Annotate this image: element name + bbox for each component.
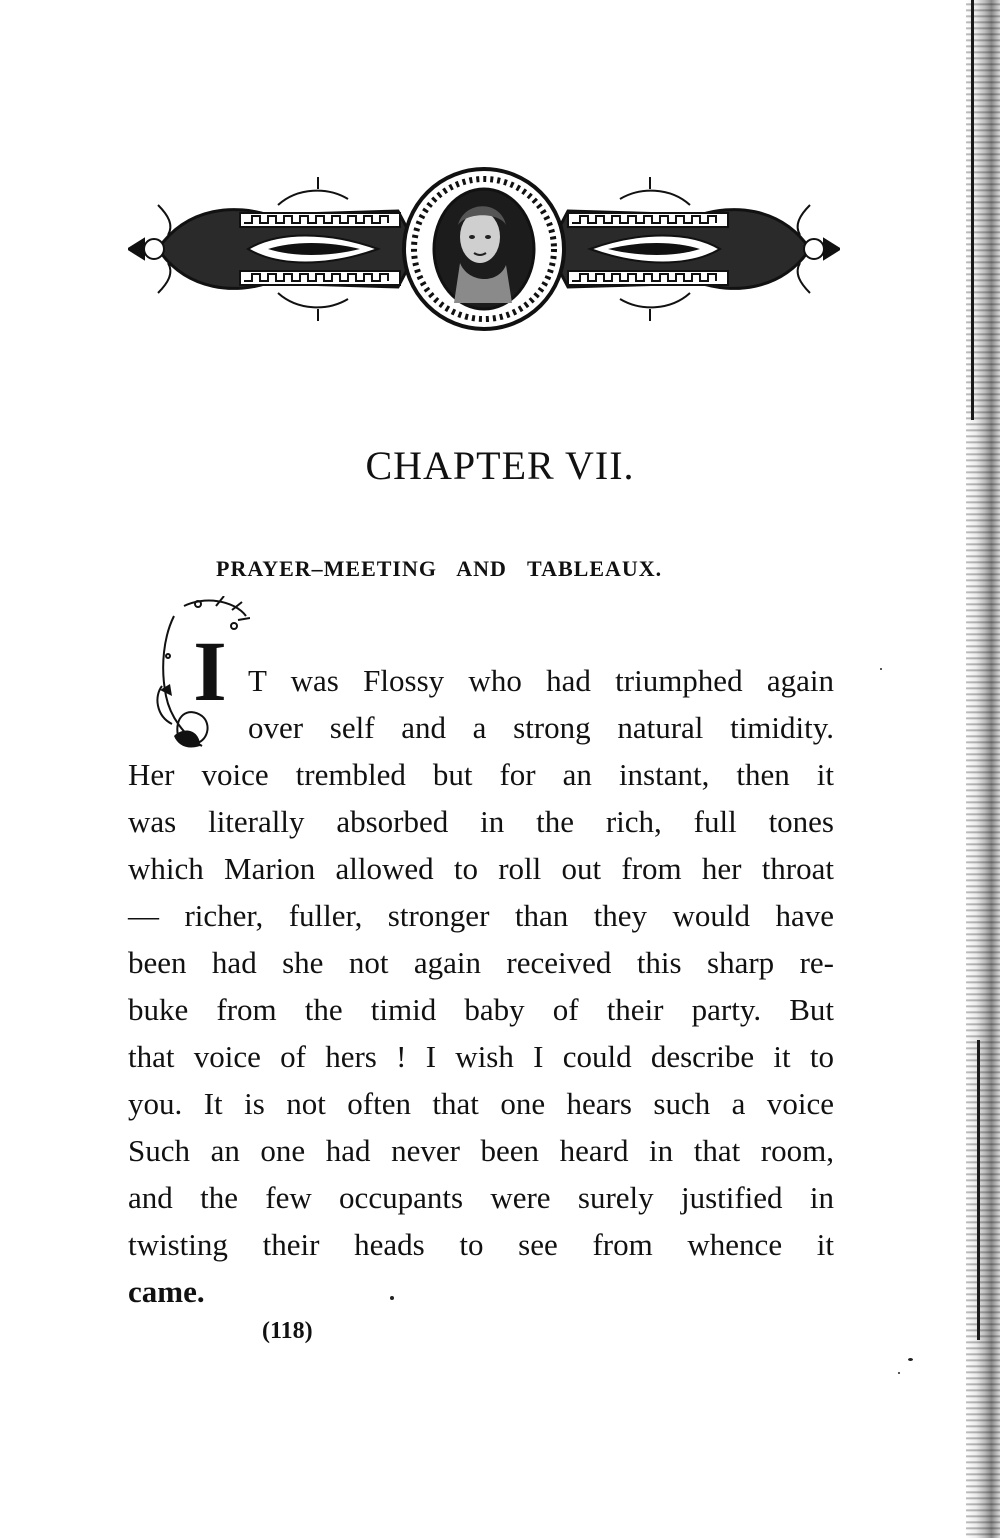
dropcap-letter: I	[193, 623, 227, 719]
chapter-title: CHAPTER VII.	[365, 443, 635, 488]
scan-speck	[390, 1296, 394, 1300]
body-line: was literally absorbed in the rich, full tones	[128, 804, 834, 839]
body-line: buke from the timid baby of their party. But	[128, 992, 834, 1027]
body-line: came.	[128, 1274, 205, 1309]
scan-speck	[908, 1358, 913, 1361]
body-line: — richer, fuller, stronger than they would have	[128, 898, 834, 933]
body-line: you. It is not often that one hears such a voice	[128, 1086, 834, 1121]
body-line: been had she not again received this sharp re-	[128, 945, 834, 980]
body-line: Such an one had never been heard in that room,	[128, 1133, 834, 1168]
page-number: (118)	[262, 1318, 313, 1344]
scan-speck	[898, 1372, 900, 1374]
body-line: and the few occupants were surely justified in	[128, 1180, 834, 1215]
body-line: Her voice trembled but for an instant, then it	[128, 757, 834, 792]
body-line: twisting their heads to see from whence it	[128, 1227, 834, 1262]
binding-shadow-line	[977, 1040, 980, 1340]
chapter-body	[128, 657, 834, 1315]
ornamental-headpiece-icon	[128, 165, 840, 333]
body-line: T was Flossy who had triumphed again	[248, 663, 834, 698]
scan-speck	[880, 668, 882, 670]
body-line: that voice of hers ! I wish I could describe it to	[128, 1039, 834, 1074]
body-line: over self and a strong natural timidity.	[248, 710, 834, 745]
body-line: which Marion allowed to roll out from her throat	[128, 851, 834, 886]
binding-shadow-line	[971, 0, 974, 420]
chapter-subtitle: PRAYER–MEETING AND TABLEAUX.	[216, 556, 663, 581]
